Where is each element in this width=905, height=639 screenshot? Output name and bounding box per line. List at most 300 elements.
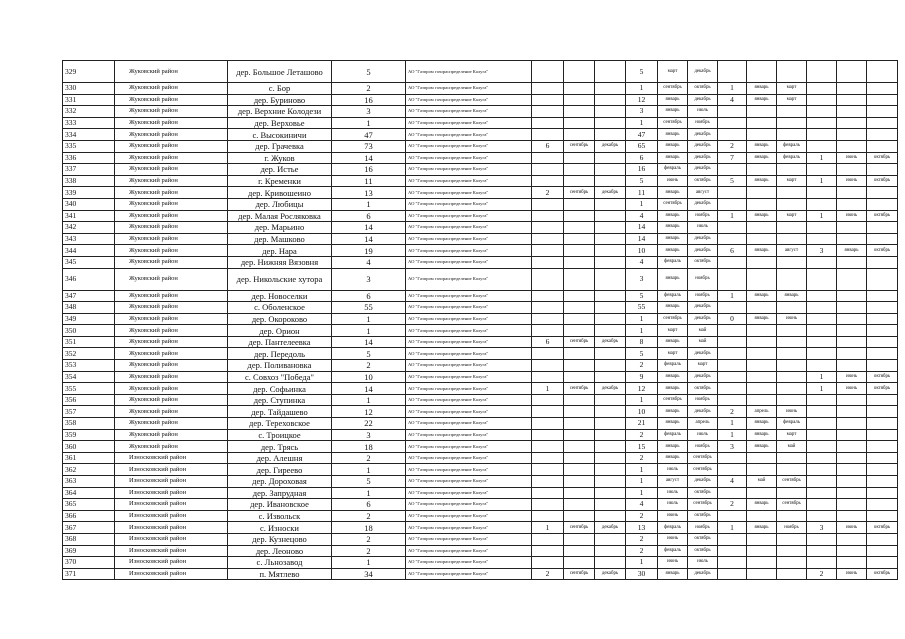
stage3-end-cell: март [777, 175, 807, 187]
total-count-cell: 2 [332, 545, 406, 557]
stage1-count-cell: 1 [532, 383, 564, 395]
stage1-count-cell [532, 61, 564, 83]
stage3-end-cell: сентябрь [777, 476, 807, 488]
stage2-count-cell: 12 [626, 94, 658, 106]
total-count-cell: 6 [332, 290, 406, 302]
stage1-end-cell [595, 83, 626, 95]
stage2-end-cell: октябрь [688, 545, 718, 557]
organization-name-cell: АО "Газпром газораспределение Калуга" [406, 336, 532, 348]
stage1-end-cell [595, 418, 626, 430]
stage4-count-cell [807, 406, 837, 418]
district-name-cell: Жуковский район [115, 61, 228, 83]
stage3-count-cell [718, 222, 747, 234]
locality-name-cell: дер. Трясь [228, 441, 332, 453]
stage1-start-cell [564, 476, 595, 488]
stage4-count-cell [807, 164, 837, 176]
locality-name-cell: дер. Новоселки [228, 290, 332, 302]
stage2-end-cell: сентябрь [688, 499, 718, 511]
table-row [63, 106, 898, 118]
stage2-start-cell: февраль [658, 545, 688, 557]
stage1-end-cell: декабрь [595, 522, 626, 534]
row-number-cell: 365 [63, 499, 115, 511]
stage1-count-cell [532, 464, 564, 476]
stage2-end-cell: ноябрь [688, 522, 718, 534]
stage2-end-cell: декабрь [688, 94, 718, 106]
stage4-end-cell [867, 429, 898, 441]
total-count-cell: 13 [332, 187, 406, 199]
district-name-cell: Жуковский район [115, 394, 228, 406]
stage1-count-cell [532, 557, 564, 569]
stage3-count-cell [718, 106, 747, 118]
stage4-start-cell: июнь [837, 522, 867, 534]
district-name-cell: Износковский район [115, 510, 228, 522]
stage3-count-cell [718, 557, 747, 569]
stage3-count-cell [718, 383, 747, 395]
stage3-count-cell [718, 371, 747, 383]
stage1-count-cell [532, 198, 564, 210]
locality-name-cell: дер. Марьино [228, 222, 332, 234]
stage3-count-cell: 3 [718, 441, 747, 453]
row-number-cell: 369 [63, 545, 115, 557]
stage4-end-cell [867, 360, 898, 372]
stage3-end-cell [777, 336, 807, 348]
stage4-count-cell [807, 140, 837, 152]
row-number-cell: 348 [63, 302, 115, 314]
organization-name-cell: АО "Газпром газораспределение Калуга" [406, 418, 532, 430]
total-count-cell: 1 [332, 487, 406, 499]
stage2-end-cell: ноябрь [688, 117, 718, 129]
district-name-cell: Жуковский район [115, 233, 228, 245]
stage3-count-cell: 2 [718, 140, 747, 152]
stage2-start-cell: сентябрь [658, 394, 688, 406]
organization-name-cell: АО "Газпром газораспределение Калуга" [406, 94, 532, 106]
stage4-count-cell [807, 545, 837, 557]
stage1-count-cell [532, 394, 564, 406]
stage2-end-cell: декабрь [688, 61, 718, 83]
stage2-count-cell: 5 [626, 175, 658, 187]
row-number-cell: 329 [63, 61, 115, 83]
stage4-count-cell [807, 313, 837, 325]
stage1-end-cell [595, 394, 626, 406]
stage1-start-cell: сентябрь [564, 187, 595, 199]
stage3-count-cell: 1 [718, 429, 747, 441]
locality-name-cell: дер. Малая Росляковка [228, 210, 332, 222]
stage4-start-cell [837, 499, 867, 511]
row-number-cell: 368 [63, 533, 115, 545]
stage4-end-cell: октябрь [867, 371, 898, 383]
stage2-end-cell: июль [688, 429, 718, 441]
stage3-start-cell: январь [747, 499, 777, 511]
locality-name-cell: дер. Поливановка [228, 360, 332, 372]
stage4-start-cell [837, 441, 867, 453]
stage3-end-cell: август [777, 245, 807, 257]
total-count-cell: 2 [332, 533, 406, 545]
stage3-start-cell: январь [747, 290, 777, 302]
stage3-start-cell [747, 371, 777, 383]
table-row [63, 371, 898, 383]
stage1-start-cell [564, 360, 595, 372]
district-name-cell: Жуковский район [115, 187, 228, 199]
stage4-end-cell: октябрь [867, 152, 898, 164]
stage2-count-cell: 15 [626, 441, 658, 453]
locality-name-cell: дер. Леоново [228, 545, 332, 557]
district-name-cell: Жуковский район [115, 290, 228, 302]
stage2-start-cell: январь [658, 152, 688, 164]
table-row [63, 210, 898, 222]
stage3-start-cell: январь [747, 152, 777, 164]
row-number-cell: 366 [63, 510, 115, 522]
stage2-start-cell: сентябрь [658, 83, 688, 95]
stage3-start-cell: январь [747, 210, 777, 222]
stage2-count-cell: 14 [626, 222, 658, 234]
stage2-start-cell: август [658, 476, 688, 488]
stage4-start-cell [837, 233, 867, 245]
stage1-count-cell [532, 371, 564, 383]
organization-name-cell: АО "Газпром газораспределение Калуга" [406, 233, 532, 245]
locality-name-cell: дер. Истье [228, 164, 332, 176]
organization-name-cell: АО "Газпром газораспределение Калуга" [406, 83, 532, 95]
stage3-count-cell [718, 302, 747, 314]
stage3-start-cell: январь [747, 245, 777, 257]
stage1-count-cell [532, 406, 564, 418]
locality-name-cell: дер. Машково [228, 233, 332, 245]
district-name-cell: Износковский район [115, 568, 228, 580]
organization-name-cell: АО "Газпром газораспределение Калуга" [406, 533, 532, 545]
table-row [63, 487, 898, 499]
stage3-start-cell [747, 187, 777, 199]
stage1-start-cell [564, 94, 595, 106]
stage4-start-cell: июнь [837, 210, 867, 222]
stage2-start-cell: январь [658, 187, 688, 199]
stage1-count-cell: 2 [532, 568, 564, 580]
stage2-end-cell: ноябрь [688, 210, 718, 222]
stage4-end-cell [867, 268, 898, 290]
table-row [63, 394, 898, 406]
stage4-count-cell [807, 336, 837, 348]
stage1-end-cell [595, 152, 626, 164]
stage2-start-cell: июнь [658, 533, 688, 545]
stage2-end-cell: декабрь [688, 198, 718, 210]
row-number-cell: 353 [63, 360, 115, 372]
stage2-count-cell: 1 [626, 83, 658, 95]
stage2-count-cell: 5 [626, 290, 658, 302]
locality-name-cell: дер. Буриново [228, 94, 332, 106]
stage3-end-cell: июнь [777, 406, 807, 418]
total-count-cell: 3 [332, 429, 406, 441]
stage2-start-cell: январь [658, 129, 688, 141]
stage3-start-cell: январь [747, 140, 777, 152]
stage4-start-cell [837, 325, 867, 337]
row-number-cell: 336 [63, 152, 115, 164]
organization-name-cell: АО "Газпром газораспределение Калуга" [406, 256, 532, 268]
stage2-count-cell: 2 [626, 510, 658, 522]
stage3-start-cell: апрель [747, 406, 777, 418]
organization-name-cell: АО "Газпром газораспределение Калуга" [406, 499, 532, 511]
stage4-start-cell [837, 487, 867, 499]
stage3-end-cell [777, 117, 807, 129]
stage1-end-cell [595, 198, 626, 210]
stage3-start-cell [747, 464, 777, 476]
stage1-count-cell [532, 129, 564, 141]
stage1-start-cell [564, 533, 595, 545]
district-name-cell: Жуковский район [115, 256, 228, 268]
total-count-cell: 55 [332, 302, 406, 314]
stage4-count-cell: 1 [807, 175, 837, 187]
stage1-end-cell [595, 348, 626, 360]
stage4-start-cell [837, 290, 867, 302]
locality-name-cell: дер. Софьинка [228, 383, 332, 395]
stage1-start-cell [564, 325, 595, 337]
row-number-cell: 357 [63, 406, 115, 418]
stage2-end-cell: декабрь [688, 568, 718, 580]
row-number-cell: 334 [63, 129, 115, 141]
organization-name-cell: АО "Газпром газораспределение Калуга" [406, 268, 532, 290]
stage4-start-cell [837, 256, 867, 268]
stage3-start-cell [747, 533, 777, 545]
stage2-start-cell: июль [658, 499, 688, 511]
stage3-end-cell: февраль [777, 140, 807, 152]
stage1-start-cell [564, 268, 595, 290]
district-name-cell: Жуковский район [115, 83, 228, 95]
stage2-count-cell: 1 [626, 198, 658, 210]
locality-name-cell: с. Бор [228, 83, 332, 95]
stage2-end-cell: ноябрь [688, 268, 718, 290]
organization-name-cell: АО "Газпром газораспределение Калуга" [406, 140, 532, 152]
stage2-end-cell: ноябрь [688, 441, 718, 453]
locality-name-cell: п. Мятлево [228, 568, 332, 580]
stage4-end-cell [867, 117, 898, 129]
stage1-count-cell [532, 360, 564, 372]
locality-name-cell: дер. Гиреево [228, 464, 332, 476]
stage2-start-cell: февраль [658, 164, 688, 176]
stage1-count-cell [532, 233, 564, 245]
table-row [63, 522, 898, 534]
row-number-cell: 332 [63, 106, 115, 118]
stage2-start-cell: февраль [658, 429, 688, 441]
stage3-end-cell [777, 129, 807, 141]
stage3-end-cell [777, 164, 807, 176]
total-count-cell: 11 [332, 175, 406, 187]
stage4-start-cell [837, 187, 867, 199]
stage4-count-cell [807, 129, 837, 141]
organization-name-cell: АО "Газпром газораспределение Калуга" [406, 568, 532, 580]
stage3-count-cell [718, 325, 747, 337]
row-number-cell: 363 [63, 476, 115, 488]
stage3-count-cell [718, 545, 747, 557]
district-name-cell: Жуковский район [115, 129, 228, 141]
stage3-count-cell [718, 487, 747, 499]
stage2-start-cell: июнь [658, 510, 688, 522]
stage3-count-cell [718, 452, 747, 464]
stage4-start-cell [837, 61, 867, 83]
stage4-end-cell [867, 476, 898, 488]
stage1-start-cell [564, 441, 595, 453]
stage1-count-cell: 1 [532, 522, 564, 534]
stage3-count-cell: 7 [718, 152, 747, 164]
table-row [63, 233, 898, 245]
stage4-count-cell [807, 61, 837, 83]
table-body [63, 61, 898, 580]
stage2-start-cell: февраль [658, 522, 688, 534]
stage4-start-cell: июнь [837, 383, 867, 395]
organization-name-cell: АО "Газпром газораспределение Калуга" [406, 476, 532, 488]
total-count-cell: 14 [332, 222, 406, 234]
locality-name-cell: дер. Большое Леташово [228, 61, 332, 83]
stage3-end-cell [777, 545, 807, 557]
stage3-start-cell [747, 117, 777, 129]
total-count-cell: 10 [332, 371, 406, 383]
stage4-end-cell: октябрь [867, 383, 898, 395]
stage1-start-cell [564, 198, 595, 210]
total-count-cell: 2 [332, 452, 406, 464]
stage4-end-cell [867, 83, 898, 95]
stage4-start-cell [837, 140, 867, 152]
stage3-end-cell: июнь [777, 313, 807, 325]
row-number-cell: 330 [63, 83, 115, 95]
table-row [63, 302, 898, 314]
stage1-count-cell [532, 222, 564, 234]
table-row [63, 441, 898, 453]
total-count-cell: 12 [332, 406, 406, 418]
stage4-count-cell [807, 533, 837, 545]
stage4-start-cell [837, 510, 867, 522]
organization-name-cell: АО "Газпром газораспределение Калуга" [406, 117, 532, 129]
table-row [63, 464, 898, 476]
stage3-end-cell [777, 198, 807, 210]
district-name-cell: Жуковский район [115, 429, 228, 441]
stage1-count-cell [532, 452, 564, 464]
stage4-count-cell [807, 394, 837, 406]
stage1-end-cell [595, 129, 626, 141]
stage3-count-cell [718, 336, 747, 348]
stage4-end-cell [867, 256, 898, 268]
stage2-end-cell: декабрь [688, 129, 718, 141]
stage2-count-cell: 30 [626, 568, 658, 580]
organization-name-cell: АО "Газпром газораспределение Калуга" [406, 429, 532, 441]
stage1-count-cell [532, 348, 564, 360]
stage3-start-cell [747, 336, 777, 348]
table-row [63, 83, 898, 95]
stage2-start-cell: январь [658, 245, 688, 257]
row-number-cell: 351 [63, 336, 115, 348]
stage2-count-cell: 1 [626, 557, 658, 569]
stage1-start-cell [564, 210, 595, 222]
row-number-cell: 333 [63, 117, 115, 129]
stage3-count-cell: 0 [718, 313, 747, 325]
stage1-end-cell [595, 464, 626, 476]
stage3-start-cell [747, 61, 777, 83]
total-count-cell: 14 [332, 336, 406, 348]
row-number-cell: 364 [63, 487, 115, 499]
stage2-end-cell: декабрь [688, 348, 718, 360]
table-row [63, 557, 898, 569]
stage3-end-cell [777, 452, 807, 464]
stage2-start-cell: сентябрь [658, 313, 688, 325]
stage2-start-cell: март [658, 348, 688, 360]
stage1-count-cell [532, 545, 564, 557]
locality-name-cell: дер. Алешня [228, 452, 332, 464]
district-name-cell: Износковский район [115, 464, 228, 476]
stage2-end-cell: октябрь [688, 487, 718, 499]
stage4-end-cell [867, 129, 898, 141]
locality-name-cell: дер. Дороховая [228, 476, 332, 488]
stage4-count-cell [807, 348, 837, 360]
stage4-count-cell [807, 557, 837, 569]
stage1-count-cell [532, 510, 564, 522]
stage1-start-cell [564, 545, 595, 557]
locality-name-cell: г. Кременки [228, 175, 332, 187]
district-name-cell: Износковский район [115, 557, 228, 569]
stage3-end-cell [777, 348, 807, 360]
stage2-count-cell: 4 [626, 256, 658, 268]
stage3-end-cell [777, 61, 807, 83]
organization-name-cell: АО "Газпром газораспределение Калуга" [406, 452, 532, 464]
table-row [63, 336, 898, 348]
district-name-cell: Жуковский район [115, 198, 228, 210]
row-number-cell: 345 [63, 256, 115, 268]
stage3-count-cell [718, 360, 747, 372]
stage2-count-cell: 2 [626, 545, 658, 557]
row-number-cell: 340 [63, 198, 115, 210]
stage2-count-cell: 1 [626, 394, 658, 406]
row-number-cell: 359 [63, 429, 115, 441]
stage4-count-cell [807, 198, 837, 210]
total-count-cell: 19 [332, 245, 406, 257]
stage1-end-cell [595, 545, 626, 557]
row-number-cell: 356 [63, 394, 115, 406]
district-name-cell: Износковский район [115, 476, 228, 488]
total-count-cell: 1 [332, 198, 406, 210]
stage1-count-cell [532, 418, 564, 430]
district-name-cell: Жуковский район [115, 371, 228, 383]
total-count-cell: 2 [332, 360, 406, 372]
total-count-cell: 1 [332, 325, 406, 337]
stage2-end-cell: май [688, 325, 718, 337]
stage4-start-cell [837, 94, 867, 106]
stage2-start-cell: март [658, 325, 688, 337]
district-name-cell: Износковский район [115, 487, 228, 499]
district-name-cell: Износковский район [115, 499, 228, 511]
stage4-count-cell [807, 222, 837, 234]
stage1-count-cell [532, 313, 564, 325]
stage4-start-cell [837, 394, 867, 406]
stage4-end-cell [867, 441, 898, 453]
locality-name-cell: дер. Ивановское [228, 499, 332, 511]
stage1-end-cell [595, 533, 626, 545]
stage2-start-cell: февраль [658, 360, 688, 372]
gasification-table [62, 60, 898, 580]
stage3-end-cell: январь [777, 290, 807, 302]
row-number-cell: 343 [63, 233, 115, 245]
stage2-count-cell: 10 [626, 406, 658, 418]
stage2-end-cell: май [688, 336, 718, 348]
stage1-start-cell [564, 429, 595, 441]
district-name-cell: Жуковский район [115, 268, 228, 290]
stage1-count-cell: 6 [532, 140, 564, 152]
stage2-start-cell: январь [658, 302, 688, 314]
stage2-count-cell: 3 [626, 268, 658, 290]
stage3-count-cell [718, 187, 747, 199]
stage2-count-cell: 9 [626, 371, 658, 383]
row-number-cell: 358 [63, 418, 115, 430]
stage4-count-cell [807, 325, 837, 337]
row-number-cell: 349 [63, 313, 115, 325]
stage1-count-cell [532, 268, 564, 290]
row-number-cell: 347 [63, 290, 115, 302]
stage2-end-cell: ноябрь [688, 394, 718, 406]
stage3-start-cell: январь [747, 429, 777, 441]
stage3-end-cell [777, 383, 807, 395]
